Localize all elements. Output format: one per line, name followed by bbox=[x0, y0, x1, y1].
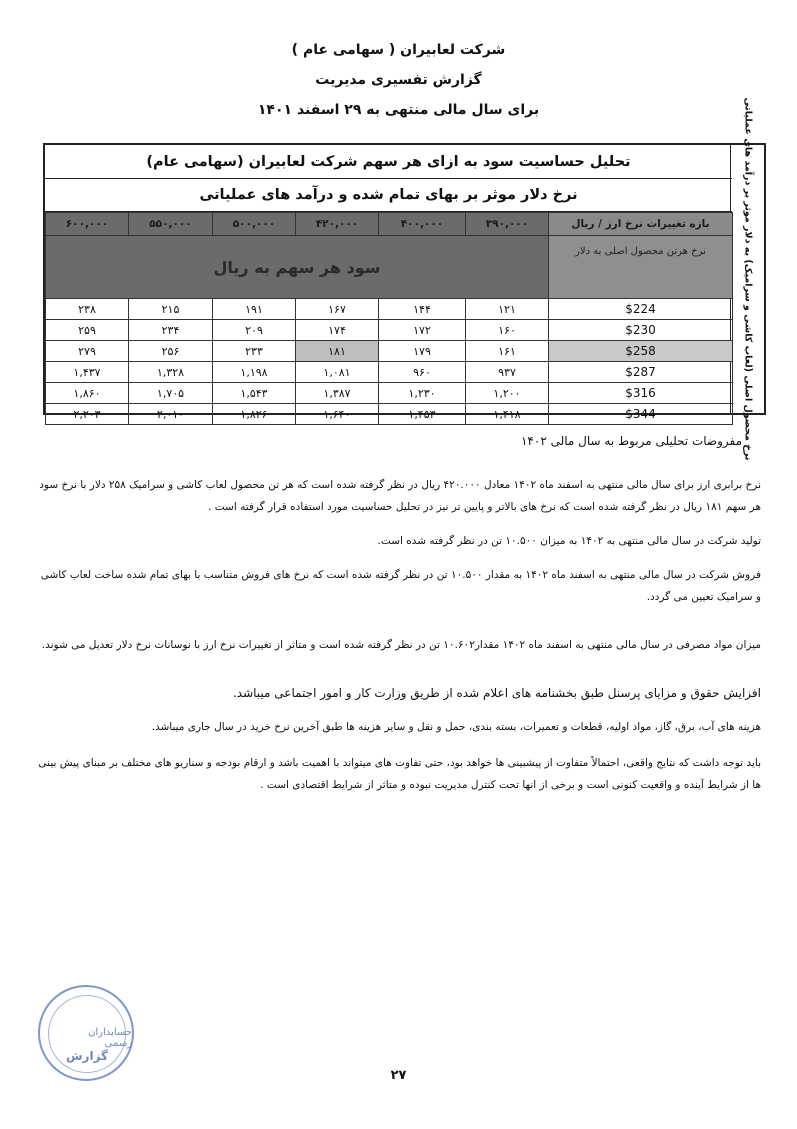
eps-cell: ۱۷۲ bbox=[379, 320, 466, 341]
eps-cell: ۲۳۸ bbox=[46, 299, 129, 320]
rate-header-label: نرخ هرتن محصول اصلی به دلار bbox=[549, 236, 733, 299]
eps-cell: ۲۳۳ bbox=[213, 341, 296, 362]
assumption-materials: میزان مواد مصرفی در سال مالی منتهی به اسفند ماه ۱۴۰۲ مقدار۱۰.۶۰۲ تن در نظر گرفته شده است و متاثر از تغییرات نرخ ارز با نوسانات نرخ دلار تعدیل می شوند. bbox=[41, 639, 761, 651]
eps-cell: ۲۳۴ bbox=[129, 320, 213, 341]
dollar-rate-cell: $258 bbox=[549, 341, 733, 362]
sensitivity-main bbox=[45, 145, 732, 421]
eps-cell: ۱,۴۳۷ bbox=[46, 362, 129, 383]
table-row bbox=[46, 341, 733, 362]
eps-cell: ۱,۲۰۰ bbox=[466, 383, 549, 404]
eps-cell: ۱,۸۶۰ bbox=[46, 383, 129, 404]
page-number: ۲۷ bbox=[390, 1068, 407, 1083]
eps-cell: ۱,۴۱۸ bbox=[466, 404, 549, 425]
eps-cell: ۱,۷۰۵ bbox=[129, 383, 213, 404]
eps-cell: ۱۲۱ bbox=[466, 299, 549, 320]
side-label-column bbox=[730, 97, 764, 461]
eps-cell: ۱,۰۸۱ bbox=[296, 362, 379, 383]
eps-cell: ۱۷۴ bbox=[296, 320, 379, 341]
auditor-stamp bbox=[38, 985, 134, 1081]
dollar-rate-cell: $230 bbox=[549, 320, 733, 341]
eps-cell: ۱۶۱ bbox=[466, 341, 549, 362]
sensitivity-title: تحلیل حساسیت سود به ازای هر سهم شرکت لعابیران (سهامی عام) bbox=[45, 145, 732, 179]
fx-value: ۵۰۰,۰۰۰ bbox=[213, 213, 296, 236]
assumption-sales: فروش شرکت در سال مالی منتهی به اسفند ماه ۱۴۰۲ به مقدار ۱۰.۵۰۰ تن در نظر گرفته شده است که نرخ های فروش متناسب با بهای تمام شده ساخت لعاب کاشی و سرامیک تعیین می گردد. bbox=[40, 569, 761, 603]
eps-cell: ۲۵۹ bbox=[46, 320, 129, 341]
stamp-text: حسابداران رسمی bbox=[88, 1027, 132, 1049]
side-label: نرخ محصول اصلی (لعاب کاشی و سرامیک) به دلار موثر بر درآمد های عملیاتی bbox=[742, 97, 753, 461]
report-period: برای سال مالی منتهی به ۲۹ اسفند ۱۴۰۱ bbox=[257, 102, 540, 118]
dollar-rate-cell: $287 bbox=[549, 362, 733, 383]
assumption-costs: هزینه های آب، برق، گاز، مواد اولیه، قطعات و تعمیرات، بسته بندی، حمل و نقل و سایر هزینه ها طبق آخرین نرخ خرید در سال جاری میباشد. bbox=[151, 721, 761, 733]
fx-value: ۶۰۰,۰۰۰ bbox=[46, 213, 129, 236]
eps-cell: ۲,۰۱۰ bbox=[129, 404, 213, 425]
eps-cell: ۹۳۷ bbox=[466, 362, 549, 383]
table-row bbox=[46, 320, 733, 341]
fx-value: ۳۹۰,۰۰۰ bbox=[466, 213, 549, 236]
eps-cell: ۲,۲۰۳ bbox=[46, 404, 129, 425]
assumption-salaries: افزایش حقوق و مزایای پرسنل طبق بخشنامه های اعلام شده از طریق وزارت کار و امور اجتماعی میباشد. bbox=[232, 686, 761, 700]
dollar-rate-cell: $224 bbox=[549, 299, 733, 320]
fx-value: ۴۰۰,۰۰۰ bbox=[379, 213, 466, 236]
sensitivity-subtitle: نرخ دلار موثر بر بهای تمام شده و درآمد های عملیاتی bbox=[45, 179, 732, 212]
fx-header-label: بازه تغییرات نرخ ارز / ریال bbox=[549, 213, 733, 236]
assumption-disclaimer: باید توجه داشت که نتایج واقعی، احتمالاً متفاوت از پیشبینی ها خواهد بود، حتی تفاوت های میتواند با اهمیت باشد و ارقام بودجه و سناریو های مختلف بر مبنای پیش بینی ها از شرایط آینده و واقعیت کنونی است و برخی از انها تحت کنترل مدیریت نبوده و متاثر از شرایط اقتصادی است . bbox=[38, 757, 761, 791]
company-name: شرکت لعابیران ( سهامی عام ) bbox=[291, 42, 506, 58]
eps-cell: ۲۱۵ bbox=[129, 299, 213, 320]
fx-value: ۴۲۰,۰۰۰ bbox=[296, 213, 379, 236]
dollar-rate-cell: $344 bbox=[549, 404, 733, 425]
eps-cell: ۹۶۰ bbox=[379, 362, 466, 383]
eps-cell: ۱,۶۴۰ bbox=[296, 404, 379, 425]
eps-cell: ۱۶۷ bbox=[296, 299, 379, 320]
eps-cell: ۱,۵۴۳ bbox=[213, 383, 296, 404]
report-title: گزارش تفسیری مدیریت bbox=[315, 72, 482, 88]
sensitivity-table bbox=[45, 212, 733, 425]
eps-cell: ۱۹۱ bbox=[213, 299, 296, 320]
stamp-text: گزارش bbox=[66, 1049, 109, 1063]
table-row bbox=[46, 383, 733, 404]
fx-header-row bbox=[46, 213, 733, 236]
eps-cell: ۱۷۹ bbox=[379, 341, 466, 362]
eps-cell: ۱,۸۲۶ bbox=[213, 404, 296, 425]
assumption-fx-rate: نرخ برابری ارز برای سال مالی منتهی به اسفند ماه ۱۴۰۲ معادل ۴۲۰.۰۰۰ ریال در نظر گرفته شده است که هر تن محصول لعاب کاشی و سرامیک ۲۵۸ دلار با نرخ سود هر سهم ۱۸۱ ریال در نظر گرفته شده است که نرخ های بالاتر و پایین تر نیز در تحلیل حساسیت مورد استفاده قرار گرفته است . bbox=[39, 479, 761, 513]
fx-value: ۵۵۰,۰۰۰ bbox=[129, 213, 213, 236]
eps-cell: ۱,۱۹۸ bbox=[213, 362, 296, 383]
table-row bbox=[46, 299, 733, 320]
dollar-rate-cell: $316 bbox=[549, 383, 733, 404]
eps-cell: ۱,۴۵۳ bbox=[379, 404, 466, 425]
assumption-production: تولید شرکت در سال مالی منتهی به ۱۴۰۲ به میزان ۱۰.۵۰۰ تن در نظر گرفته شده است. bbox=[377, 535, 761, 547]
eps-cell: ۲۷۹ bbox=[46, 341, 129, 362]
eps-cell: ۲۰۹ bbox=[213, 320, 296, 341]
eps-cell: ۱۴۴ bbox=[379, 299, 466, 320]
eps-header-row bbox=[46, 236, 733, 299]
eps-cell: ۲۵۶ bbox=[129, 341, 213, 362]
eps-cell: ۱۸۱ bbox=[296, 341, 379, 362]
table-row bbox=[46, 404, 733, 425]
eps-label: سود هر سهم به ریال bbox=[46, 236, 549, 299]
eps-cell: ۱,۳۸۷ bbox=[296, 383, 379, 404]
eps-cell: ۱,۲۳۰ bbox=[379, 383, 466, 404]
assumptions-heading: مفروضات تحلیلی مربوط به سال مالی ۱۴۰۲ bbox=[520, 434, 742, 448]
eps-cell: ۱,۳۲۸ bbox=[129, 362, 213, 383]
table-row bbox=[46, 362, 733, 383]
eps-cell: ۱۶۰ bbox=[466, 320, 549, 341]
